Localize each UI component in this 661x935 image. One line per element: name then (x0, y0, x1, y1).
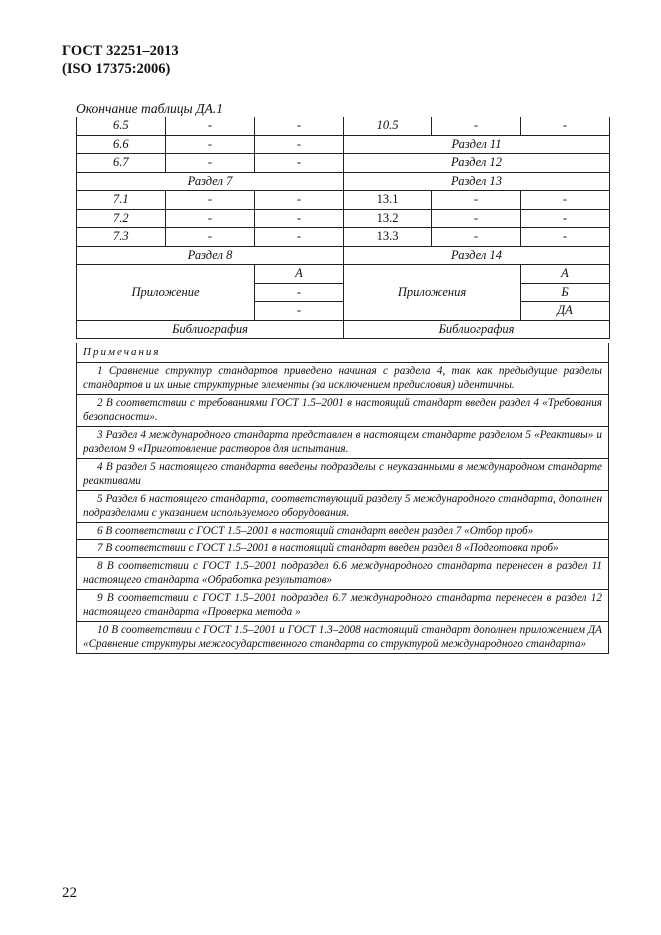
table-row (77, 228, 610, 247)
table-cell: 13.1 (344, 191, 432, 210)
table-cell: - (255, 135, 344, 154)
note-item (76, 459, 609, 491)
table-cell: - (166, 117, 255, 135)
note-text: 9 В соответствии с ГОСТ 1.5–2001 подраздел 6.7 международного стандарта перенесен в раздел 12 настоящего стандарта «Проверка метода » (83, 591, 602, 618)
note-text: 10 В соответствии с ГОСТ 1.5–2001 и ГОСТ 1.3–2008 настоящий стандарт дополнен приложением ДА «Сравнение структуры межгосударственного стандарта со структурой международного стандарта» (83, 623, 602, 650)
section-heading-cell: Раздел 7 (77, 172, 344, 191)
table-cell: 7.2 (77, 209, 166, 228)
table-cell: 13.3 (344, 228, 432, 247)
table-cell: - (432, 191, 521, 210)
table-caption: Окончание таблицы ДА.1 (76, 101, 223, 116)
table-cell: Б (521, 283, 610, 302)
table-cell: - (255, 302, 344, 321)
table-cell: - (521, 191, 610, 210)
note-item (76, 622, 609, 654)
note-item (76, 540, 609, 558)
table-row (77, 117, 610, 135)
table-cell: - (521, 228, 610, 247)
appendix-label-cell: Приложения (344, 265, 521, 321)
section-heading-cell: Раздел 13 (344, 172, 610, 191)
table-cell: - (432, 228, 521, 247)
table-cell: - (255, 191, 344, 210)
table-cell: - (255, 117, 344, 135)
table-row (77, 154, 610, 173)
table-cell: А (255, 265, 344, 284)
note-item (76, 590, 609, 622)
bibliography-cell: Библиография (344, 320, 610, 339)
note-item (76, 523, 609, 541)
note-text: 6 В соответствии с ГОСТ 1.5–2001 в настоящий стандарт введен раздел 7 «Отбор проб» (97, 524, 534, 537)
standard-number: ГОСТ 32251–2013 (62, 43, 179, 59)
table-cell: 10.5 (344, 117, 432, 135)
comparison-table (76, 117, 610, 339)
section-heading-cell: Раздел 14 (344, 246, 610, 265)
table-cell: - (255, 283, 344, 302)
table-cell: 6.6 (77, 135, 166, 154)
table-cell: - (432, 209, 521, 228)
note-item (76, 491, 609, 523)
table-cell: - (166, 191, 255, 210)
table-cell: 6.5 (77, 117, 166, 135)
table-row (77, 209, 610, 228)
note-text: 4 В раздел 5 настоящего стандарта введены подразделы с неуказанными в международном стандарте реактивами (83, 460, 602, 487)
section-heading-cell: Раздел 12 (344, 154, 610, 173)
table-cell: - (166, 135, 255, 154)
note-item (76, 395, 609, 427)
table-cell: - (255, 209, 344, 228)
table-cell: 7.3 (77, 228, 166, 247)
table-cell: - (432, 117, 521, 135)
iso-reference: (ISO 17375:2006) (62, 61, 171, 77)
table-cell: 7.1 (77, 191, 166, 210)
note-text: 1 Сравнение структур стандартов приведено начиная с раздела 4, так как предыдущие разделы стандартов и их иные структурные элементы (за исключением предисловия) идентичны. (83, 364, 602, 391)
table-cell: - (166, 154, 255, 173)
page-number: 22 (62, 885, 77, 901)
table-cell: - (521, 117, 610, 135)
table-row (77, 191, 610, 210)
table-cell: - (255, 228, 344, 247)
note-text: 5 Раздел 6 настоящего стандарта, соответствующий разделу 5 международного стандарта, дополнен подразделами с указанием используемого оборудования. (83, 492, 602, 519)
table-cell: ДА (521, 302, 610, 321)
table-cell: 13.2 (344, 209, 432, 228)
bibliography-cell: Библиография (77, 320, 344, 339)
appendix-label-cell: Приложение (77, 265, 255, 321)
table-cell: - (521, 209, 610, 228)
table-cell: - (166, 228, 255, 247)
table-row (77, 246, 610, 265)
table-row (77, 265, 610, 284)
note-text: 3 Раздел 4 международного стандарта представлен в настоящем стандарте разделом 5 «Реактивы» и разделом 9 «Приготовление растворов для испытания. (83, 428, 602, 455)
notes-section (76, 343, 609, 654)
note-item (76, 363, 609, 395)
note-text: 2 В соответствии с требованиями ГОСТ 1.5–2001 в настоящий стандарт введен раздел 4 «Требования безопасности». (83, 396, 602, 423)
notes-heading: Примечания (76, 343, 609, 363)
section-heading-cell: Раздел 8 (77, 246, 344, 265)
note-text: 7 В соответствии с ГОСТ 1.5–2001 в настоящий стандарт введен раздел 8 «Подготовка проб» (97, 542, 559, 554)
table-row (77, 172, 610, 191)
document-header (62, 42, 179, 78)
table-row (77, 135, 610, 154)
table-cell: 6.7 (77, 154, 166, 173)
table-cell: - (166, 209, 255, 228)
note-item (76, 558, 609, 590)
section-heading-cell: Раздел 11 (344, 135, 610, 154)
table-cell: А (521, 265, 610, 284)
note-text: 8 В соответствии с ГОСТ 1.5–2001 подраздел 6.6 международного стандарта перенесен в раздел 11 настоящего стандарта «Обработка результатов» (83, 559, 602, 586)
table-cell: - (255, 154, 344, 173)
note-item (76, 427, 609, 459)
table-row (77, 320, 610, 339)
